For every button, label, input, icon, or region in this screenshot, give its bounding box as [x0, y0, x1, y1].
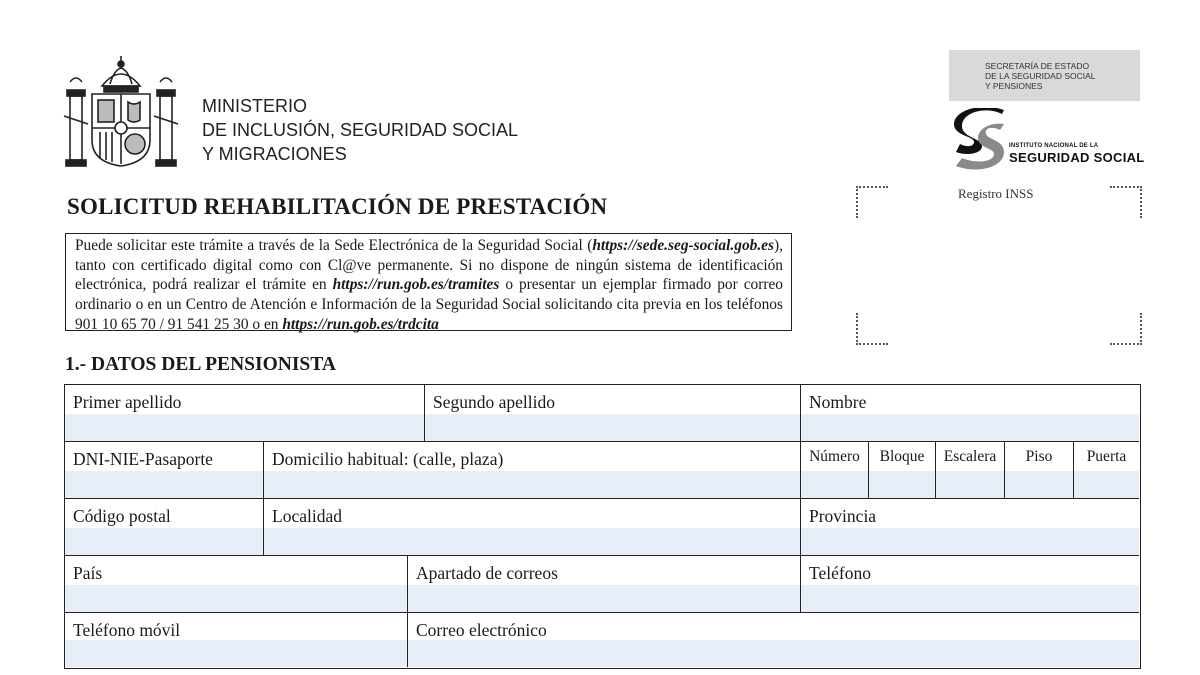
field-label: Teléfono — [809, 563, 871, 583]
field-provincia[interactable] — [801, 499, 1139, 556]
registro-corner-br — [1110, 313, 1142, 345]
info-notice — [65, 233, 792, 331]
info-text-3: o presentar un ejemplar firmado por correo ordinario o en un Centro de Atención e Información de la Seguridad Social solicitando cita previa en los teléfonos 901 10 65 70 / 91 541 25 30 o en — [75, 276, 784, 333]
field-label: Correo electrónico — [416, 620, 547, 640]
info-text-1: Puede solicitar este trámite a través de la Sede Electrónica de la Seguridad Social ( — [75, 237, 593, 254]
field-primer-apellido[interactable] — [65, 385, 425, 442]
secretaria-box — [949, 50, 1140, 101]
field-pais[interactable] — [65, 556, 408, 613]
field-input-area[interactable] — [65, 585, 407, 612]
field-input-area[interactable] — [1074, 471, 1139, 498]
field-label: Segundo apellido — [433, 392, 555, 412]
field-numero[interactable] — [801, 442, 869, 499]
inss-logo-icon — [952, 108, 1006, 174]
registro-corner-tl — [856, 186, 888, 218]
info-text-2: ), tanto con certificado digital como con Cl@ve permanente. Si no dispone de ningún sistema de identificación electrónica, podrá realizar el trámite en — [75, 237, 783, 294]
ministry-line-3: Y MIGRACIONES — [202, 144, 347, 164]
field-input-area[interactable] — [65, 640, 407, 667]
registro-corner-bl — [856, 313, 888, 345]
field-codigo-postal[interactable] — [65, 499, 264, 556]
field-input-area[interactable] — [801, 414, 1139, 441]
field-dni[interactable] — [65, 442, 264, 499]
info-link-cita[interactable]: https://run.gob.es/trdcita — [282, 315, 439, 333]
field-input-area[interactable] — [425, 414, 800, 441]
inss-big-text: SEGURIDAD SOCIAL — [1009, 150, 1145, 165]
inss-logo-text — [1009, 143, 1145, 165]
field-label: Código postal — [73, 506, 171, 526]
field-label: DNI-NIE-Pasaporte — [73, 449, 213, 469]
field-movil[interactable] — [65, 613, 408, 667]
field-segundo-apellido[interactable] — [425, 385, 801, 442]
field-input-area[interactable] — [801, 471, 868, 498]
field-label: Provincia — [809, 506, 877, 526]
field-input-area[interactable] — [801, 528, 1139, 555]
field-input-area[interactable] — [65, 471, 263, 498]
field-input-area[interactable] — [801, 585, 1139, 612]
field-input-area[interactable] — [869, 471, 935, 498]
field-label: Teléfono móvil — [73, 620, 181, 640]
field-label: Localidad — [272, 506, 342, 526]
info-link-sede[interactable]: https://sede.seg-social.gob.es — [592, 237, 775, 254]
field-label: Bloque — [879, 448, 925, 465]
field-label: Nombre — [809, 392, 867, 412]
field-label: Número — [809, 448, 860, 465]
form-title: SOLICITUD REHABILITACIÓN DE PRESTACIÓN — [67, 194, 608, 219]
field-input-area[interactable] — [264, 471, 800, 498]
field-piso[interactable] — [1005, 442, 1074, 499]
field-apartado[interactable] — [408, 556, 801, 613]
pensioner-data-table — [64, 384, 1141, 669]
field-label: Primer apellido — [73, 392, 182, 412]
secretaria-line-1: SECRETARÍA DE ESTADO — [985, 61, 1090, 71]
info-link-tramites[interactable]: https://run.gob.es/tramites — [332, 276, 500, 294]
inss-small-text: INSTITUTO NACIONAL DE LA — [1009, 143, 1099, 149]
field-domicilio[interactable] — [264, 442, 801, 499]
field-puerta[interactable] — [1074, 442, 1139, 499]
field-label: Domicilio habitual: (calle, plaza) — [272, 449, 504, 469]
ministry-name — [202, 94, 518, 166]
field-label: Puerta — [1086, 448, 1127, 465]
registro-corner-tr — [1110, 186, 1142, 218]
secretaria-line-2: DE LA SEGURIDAD SOCIAL — [985, 71, 1096, 81]
field-telefono[interactable] — [801, 556, 1139, 613]
field-nombre[interactable] — [801, 385, 1139, 442]
field-label: Apartado de correos — [416, 563, 558, 583]
section-1-title: 1.- DATOS DEL PENSIONISTA — [65, 354, 336, 375]
field-input-area[interactable] — [936, 471, 1004, 498]
field-email[interactable] — [408, 613, 1139, 667]
field-input-area[interactable] — [408, 585, 800, 612]
field-label: Escalera — [943, 448, 997, 465]
registro-label: Registro INSS — [958, 186, 1034, 201]
field-input-area[interactable] — [65, 414, 424, 441]
field-input-area[interactable] — [65, 528, 263, 555]
field-escalera[interactable] — [936, 442, 1005, 499]
field-localidad[interactable] — [264, 499, 801, 556]
ministry-line-2: DE INCLUSIÓN, SEGURIDAD SOCIAL — [202, 120, 519, 140]
field-input-area[interactable] — [408, 640, 1139, 667]
coat-of-arms-emblem — [62, 52, 180, 172]
field-label: País — [73, 563, 103, 583]
ministry-line-1: MINISTERIO — [202, 96, 308, 116]
field-bloque[interactable] — [869, 442, 936, 499]
field-input-area[interactable] — [264, 528, 800, 555]
field-input-area[interactable] — [1005, 471, 1073, 498]
secretaria-line-3: Y PENSIONES — [985, 81, 1043, 91]
field-label: Piso — [1025, 448, 1053, 465]
